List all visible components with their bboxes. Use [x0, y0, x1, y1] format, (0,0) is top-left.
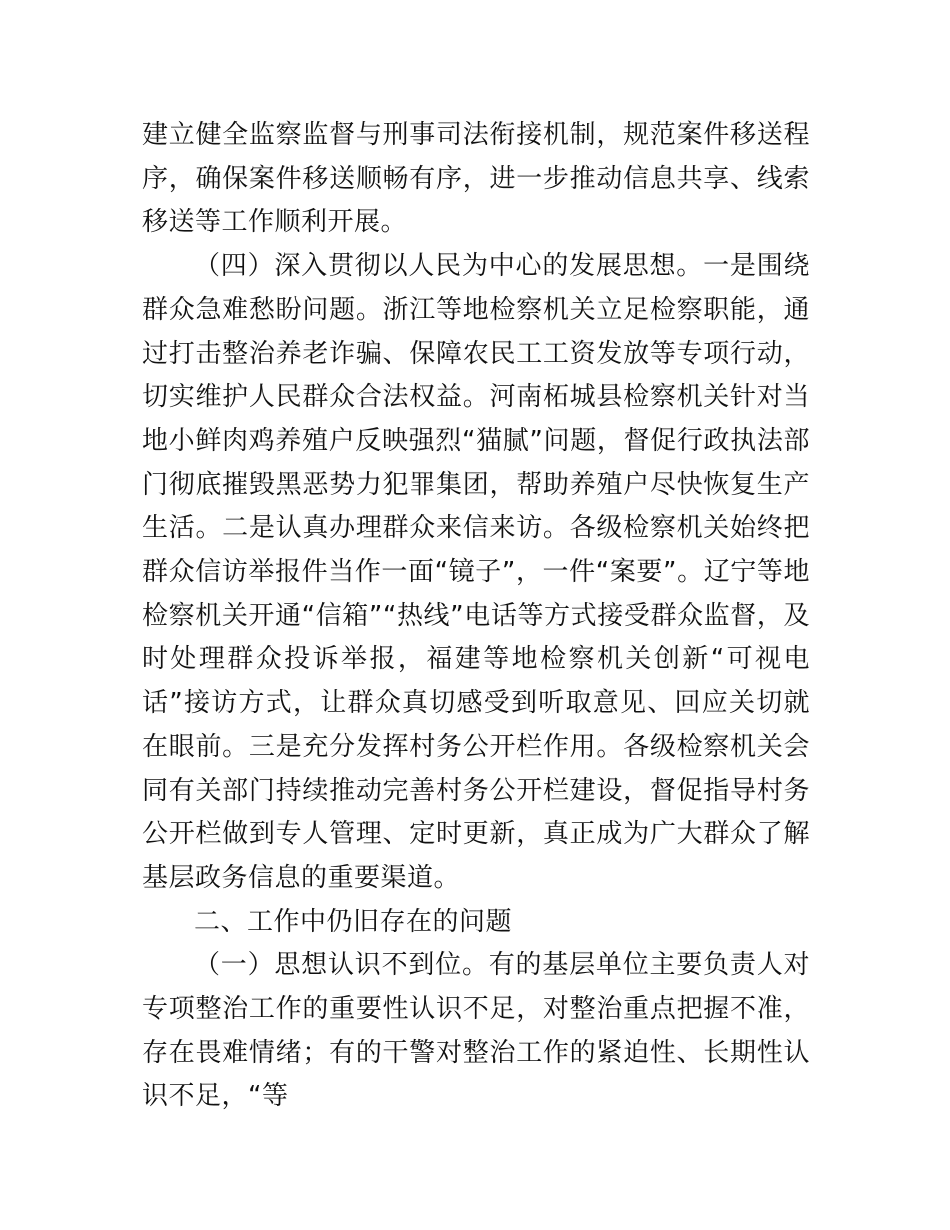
- section-heading: 二、工作中仍旧存在的问题: [194, 906, 513, 937]
- document-body: [142, 114, 810, 1119]
- paragraph-section-4: （四）深入贯彻以人民为中心的发展思想。一是围绕群众急难愁盼问题。浙江等地检察机关立足检察职能，通过打击整治养老诈骗、保障农民工工资发放等专项行动，切实维护人民群众合法权益。河南柘城县检察机关针对当地小鲜肉鸡养殖户反映强烈“猫腻”问题，督促行政执法部门彻底摧毁黑恶势力犯罪集团，帮助养殖户尽快恢复生产生活。二是认真办理群众来信来访。各级检察机关始终把群众信访举报件当作一面“镜子”，一件“案要”。辽宁等地检察机关开通“信箱”“热线”电话等方式接受群众监督，及时处理群众投诉举报，福建等地检察机关创新“可视电话”接访方式，让群众真切感受到听取意见、回应关切就在眼前。三是充分发挥村务公开栏作用。各级检察机关会同有关部门持续推动完善村务公开栏建设，督促指导村务公开栏做到专人管理、定时更新，真正成为广大群众了解基层政务信息的重要渠道。: [142, 251, 810, 893]
- paragraph-continued: 建立健全监察监督与刑事司法衔接机制，规范案件移送程序，确保案件移送顺畅有序，进一步推动信息共享、线索移送等工作顺利开展。: [142, 120, 810, 238]
- paragraph-problem-1: （一）思想认识不到位。有的基层单位主要负责人对专项整治工作的重要性认识不足，对整治重点把握不准，存在畏难情绪；有的干警对整治工作的紧迫性、长期性认识不足，“等: [142, 950, 810, 1112]
